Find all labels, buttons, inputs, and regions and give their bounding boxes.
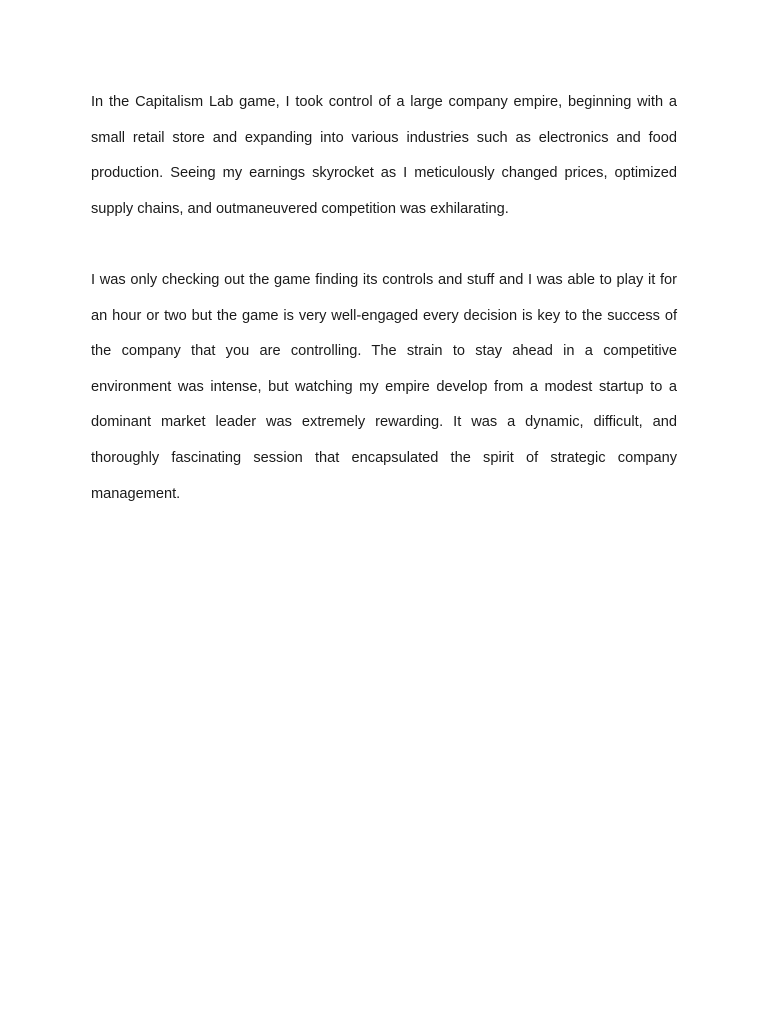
paragraph-2: I was only checking out the game finding its controls and stuff and I was able to play it for an hour or two but the game is very well-engaged every decision is key to the success of the company that you are controlling. The strain to stay ahead in a competitive environment was intense, but watching my empire develop from a modest startup to a dominant market leader was extremely rewarding. It was a dynamic, difficult, and thoroughly fascinating session that encapsulated the spirit of strategic company management. xyxy=(91,271,677,502)
paragraph-1: In the Capitalism Lab game, I took control of a large company empire, beginning with a small retail store and expanding into various industries such as electronics and food production. Seeing my earnings skyrocket as I meticulously changed prices, optimized supply chains, and outmaneuvered competition was exhilarating. xyxy=(91,94,677,217)
document-body xyxy=(91,85,677,512)
